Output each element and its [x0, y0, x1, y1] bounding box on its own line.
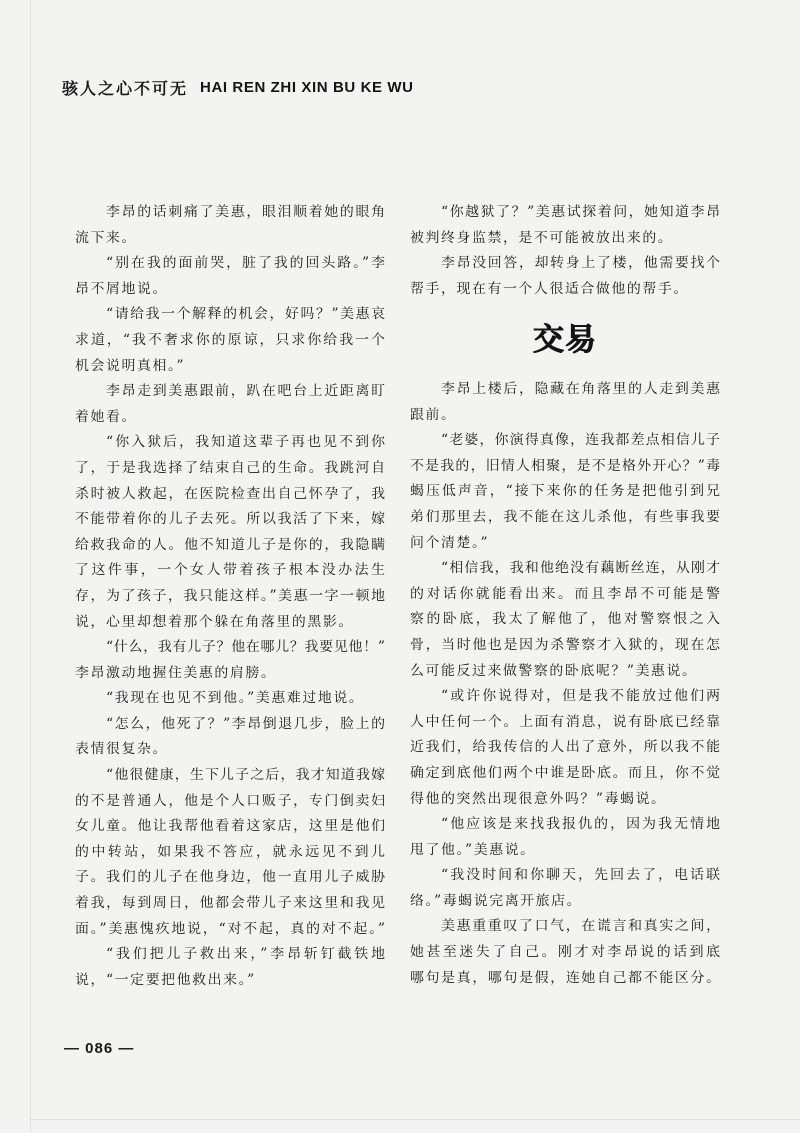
text-line: 不能带着你的儿子去死。所以我活了下来，嫁 — [75, 511, 385, 528]
left-column — [75, 200, 385, 993]
text-line: 她甚至迷失了自己。刚才对李昂说的话到底 — [410, 944, 720, 961]
text-line: 人中任何一个。上面有消息，说有卧底已经靠 — [410, 713, 720, 730]
text-line: “我没时间和你聊天，先回去了，电话联 — [441, 867, 720, 884]
text-line: 求道，“我不奢求你的原谅，只求你给我一个 — [75, 331, 385, 348]
running-header-title: 骇人之心不可无 — [62, 78, 189, 98]
text-line: 存，为了孩子，我只能这样。”美惠一字一顿地 — [75, 587, 385, 604]
text-line: 帮手，现在有一个人很适合做他的帮手。 — [410, 280, 689, 297]
text-line: 美惠重重叹了口气，在谎言和真实之间， — [441, 918, 720, 935]
text-line: 确定到底他们两个中谁是卧底。而且，你不觉 — [410, 764, 720, 781]
paragraph — [75, 302, 385, 379]
text-line: 哪句是真，哪句是假，连她自己都不能区分。 — [410, 969, 720, 986]
text-line: 的中转站，如果我不答应，就永远见不到儿 — [75, 843, 385, 860]
text-line: 的对话你就能看出来。而且李昂不可能是警 — [410, 585, 720, 602]
paragraph — [410, 251, 720, 302]
running-header-pinyin: HAI REN ZHI XIN BU KE WU — [200, 78, 414, 96]
right-column-top — [410, 200, 720, 302]
text-line: 面。”美惠愧疚地说，“对不起，真的对不起。” — [75, 920, 385, 937]
text-line: “怎么，他死了？”李昂倒退几步，脸上的 — [106, 715, 385, 732]
text-line: 跟前。 — [410, 406, 457, 423]
text-line: 李昂激动地握住美惠的肩膀。 — [75, 664, 277, 681]
text-line: 子。我们的儿子在他身边，他一直用儿子威胁 — [75, 869, 385, 886]
text-line: 给救我命的人。他不知道儿子是你的，我隐瞒 — [75, 536, 385, 553]
paragraph — [75, 200, 385, 251]
right-column-bottom — [410, 377, 720, 991]
text-line: 问个清楚。” — [410, 534, 490, 551]
paragraph — [75, 379, 385, 430]
running-header — [62, 76, 414, 98]
paragraph — [75, 763, 385, 942]
text-line: 不是我的，旧情人相聚，是不是格外开心？”毒 — [410, 457, 720, 474]
text-line: “请给我一个解释的机会，好吗？”美惠哀 — [106, 306, 385, 323]
text-line: “老婆，你演得真像，连我都差点相信儿子 — [441, 432, 720, 449]
text-line: 被判终身监禁，是不可能被放出来的。 — [410, 229, 674, 246]
text-line: 说，“一定要把他救出来。” — [75, 971, 256, 988]
text-line: 杀时被人救起，在医院检查出自己怀孕了，我 — [75, 485, 385, 502]
text-line: 说，心里却想着那个躲在角落里的黑影。 — [75, 613, 354, 630]
text-line: “或许你说得对，但是我不能放过他们两 — [441, 688, 720, 705]
paragraph — [410, 200, 720, 251]
text-line: 络。”毒蝎说完离开旅店。 — [410, 892, 583, 909]
page-number: — 086 — — [64, 1040, 135, 1057]
paragraph — [75, 686, 385, 712]
text-line: 女儿童。他让我帮他看着这家店，这里是他们 — [75, 818, 385, 835]
paragraph — [410, 556, 720, 684]
paragraph — [75, 635, 385, 686]
text-line: 机会说明真相。” — [75, 357, 186, 374]
text-line: 着她看。 — [75, 408, 137, 425]
text-line: 弟们那里去，我不能在这儿杀他，有些事我要 — [410, 508, 720, 525]
text-line: 近我们，给我传信的人出了意外，所以我不能 — [410, 739, 720, 756]
text-line: 李昂上楼后，隐藏在角落里的人走到美惠 — [441, 381, 720, 397]
scan-edge-vertical — [30, 0, 31, 1133]
text-line: 李昂没回答，却转身上了楼，他需要找个 — [441, 255, 720, 272]
text-line: “你入狱后，我知道这辈子再也见不到你 — [106, 434, 385, 451]
text-line: 么可能反过来做警察的卧底呢？”美惠说。 — [410, 662, 698, 679]
paragraph — [410, 684, 720, 812]
text-line: 甩了他。”美惠说。 — [410, 841, 536, 858]
text-line: 昂不屑地说。 — [75, 280, 168, 297]
text-line: 得他的突然出现很意外吗？”毒蝎说。 — [410, 790, 667, 807]
paragraph — [410, 428, 720, 556]
text-line: 了这件事，一个女人带着孩子根本没办法生 — [75, 562, 385, 579]
paragraph — [410, 863, 720, 914]
paragraph — [410, 914, 720, 991]
paragraph — [75, 942, 385, 993]
text-line: “相信我，我和他绝没有藕断丝连，从刚才 — [441, 560, 720, 577]
paragraph — [75, 251, 385, 302]
text-line: “你越狱了？”美惠试探着问，她知道李昂 — [441, 204, 720, 220]
text-line: “他很健康，生下儿子之后，我才知道我嫁 — [106, 767, 385, 784]
text-line: 李昂的话刺痛了美惠，眼泪顺着她的眼角 — [106, 204, 385, 220]
text-line: 骨，当时他也是因为杀警察才入狱的，现在怎 — [410, 636, 720, 653]
paragraph — [75, 430, 385, 635]
text-line: “什么，我有儿子？他在哪儿？我要见他！” — [106, 639, 385, 656]
paragraph — [410, 377, 720, 428]
text-line: “他应该是来找我报仇的，因为我无情地 — [441, 816, 720, 833]
text-line: 了，于是我选择了结束自己的生命。我跳河自 — [75, 459, 385, 476]
text-line: 流下来。 — [75, 229, 137, 246]
text-line: “我现在也见不到他。”美惠难过地说。 — [106, 690, 365, 707]
text-line: 察的卧底，我太了解他了，他对警察恨之入 — [410, 611, 720, 628]
text-line: “别在我的面前哭，脏了我的回头路。”李 — [106, 255, 385, 272]
text-line: 李昂走到美惠跟前，趴在吧台上近距离盯 — [106, 383, 385, 400]
text-line: 蝎压低声音，“接下来你的任务是把他引到兄 — [410, 483, 720, 500]
scan-edge-horizontal — [30, 1119, 800, 1120]
text-line: 的不是普通人，他是个人口贩子，专门倒卖妇 — [75, 792, 385, 809]
paragraph — [75, 712, 385, 763]
text-line: 表情很复杂。 — [75, 741, 168, 758]
section-heading: 交易 — [533, 322, 597, 358]
text-line: “我们把儿子救出来，”李昂斩钉截铁地 — [106, 946, 385, 963]
text-line: 着我，每到周日，他都会带儿子来这里和我见 — [75, 895, 385, 912]
paragraph — [410, 812, 720, 863]
